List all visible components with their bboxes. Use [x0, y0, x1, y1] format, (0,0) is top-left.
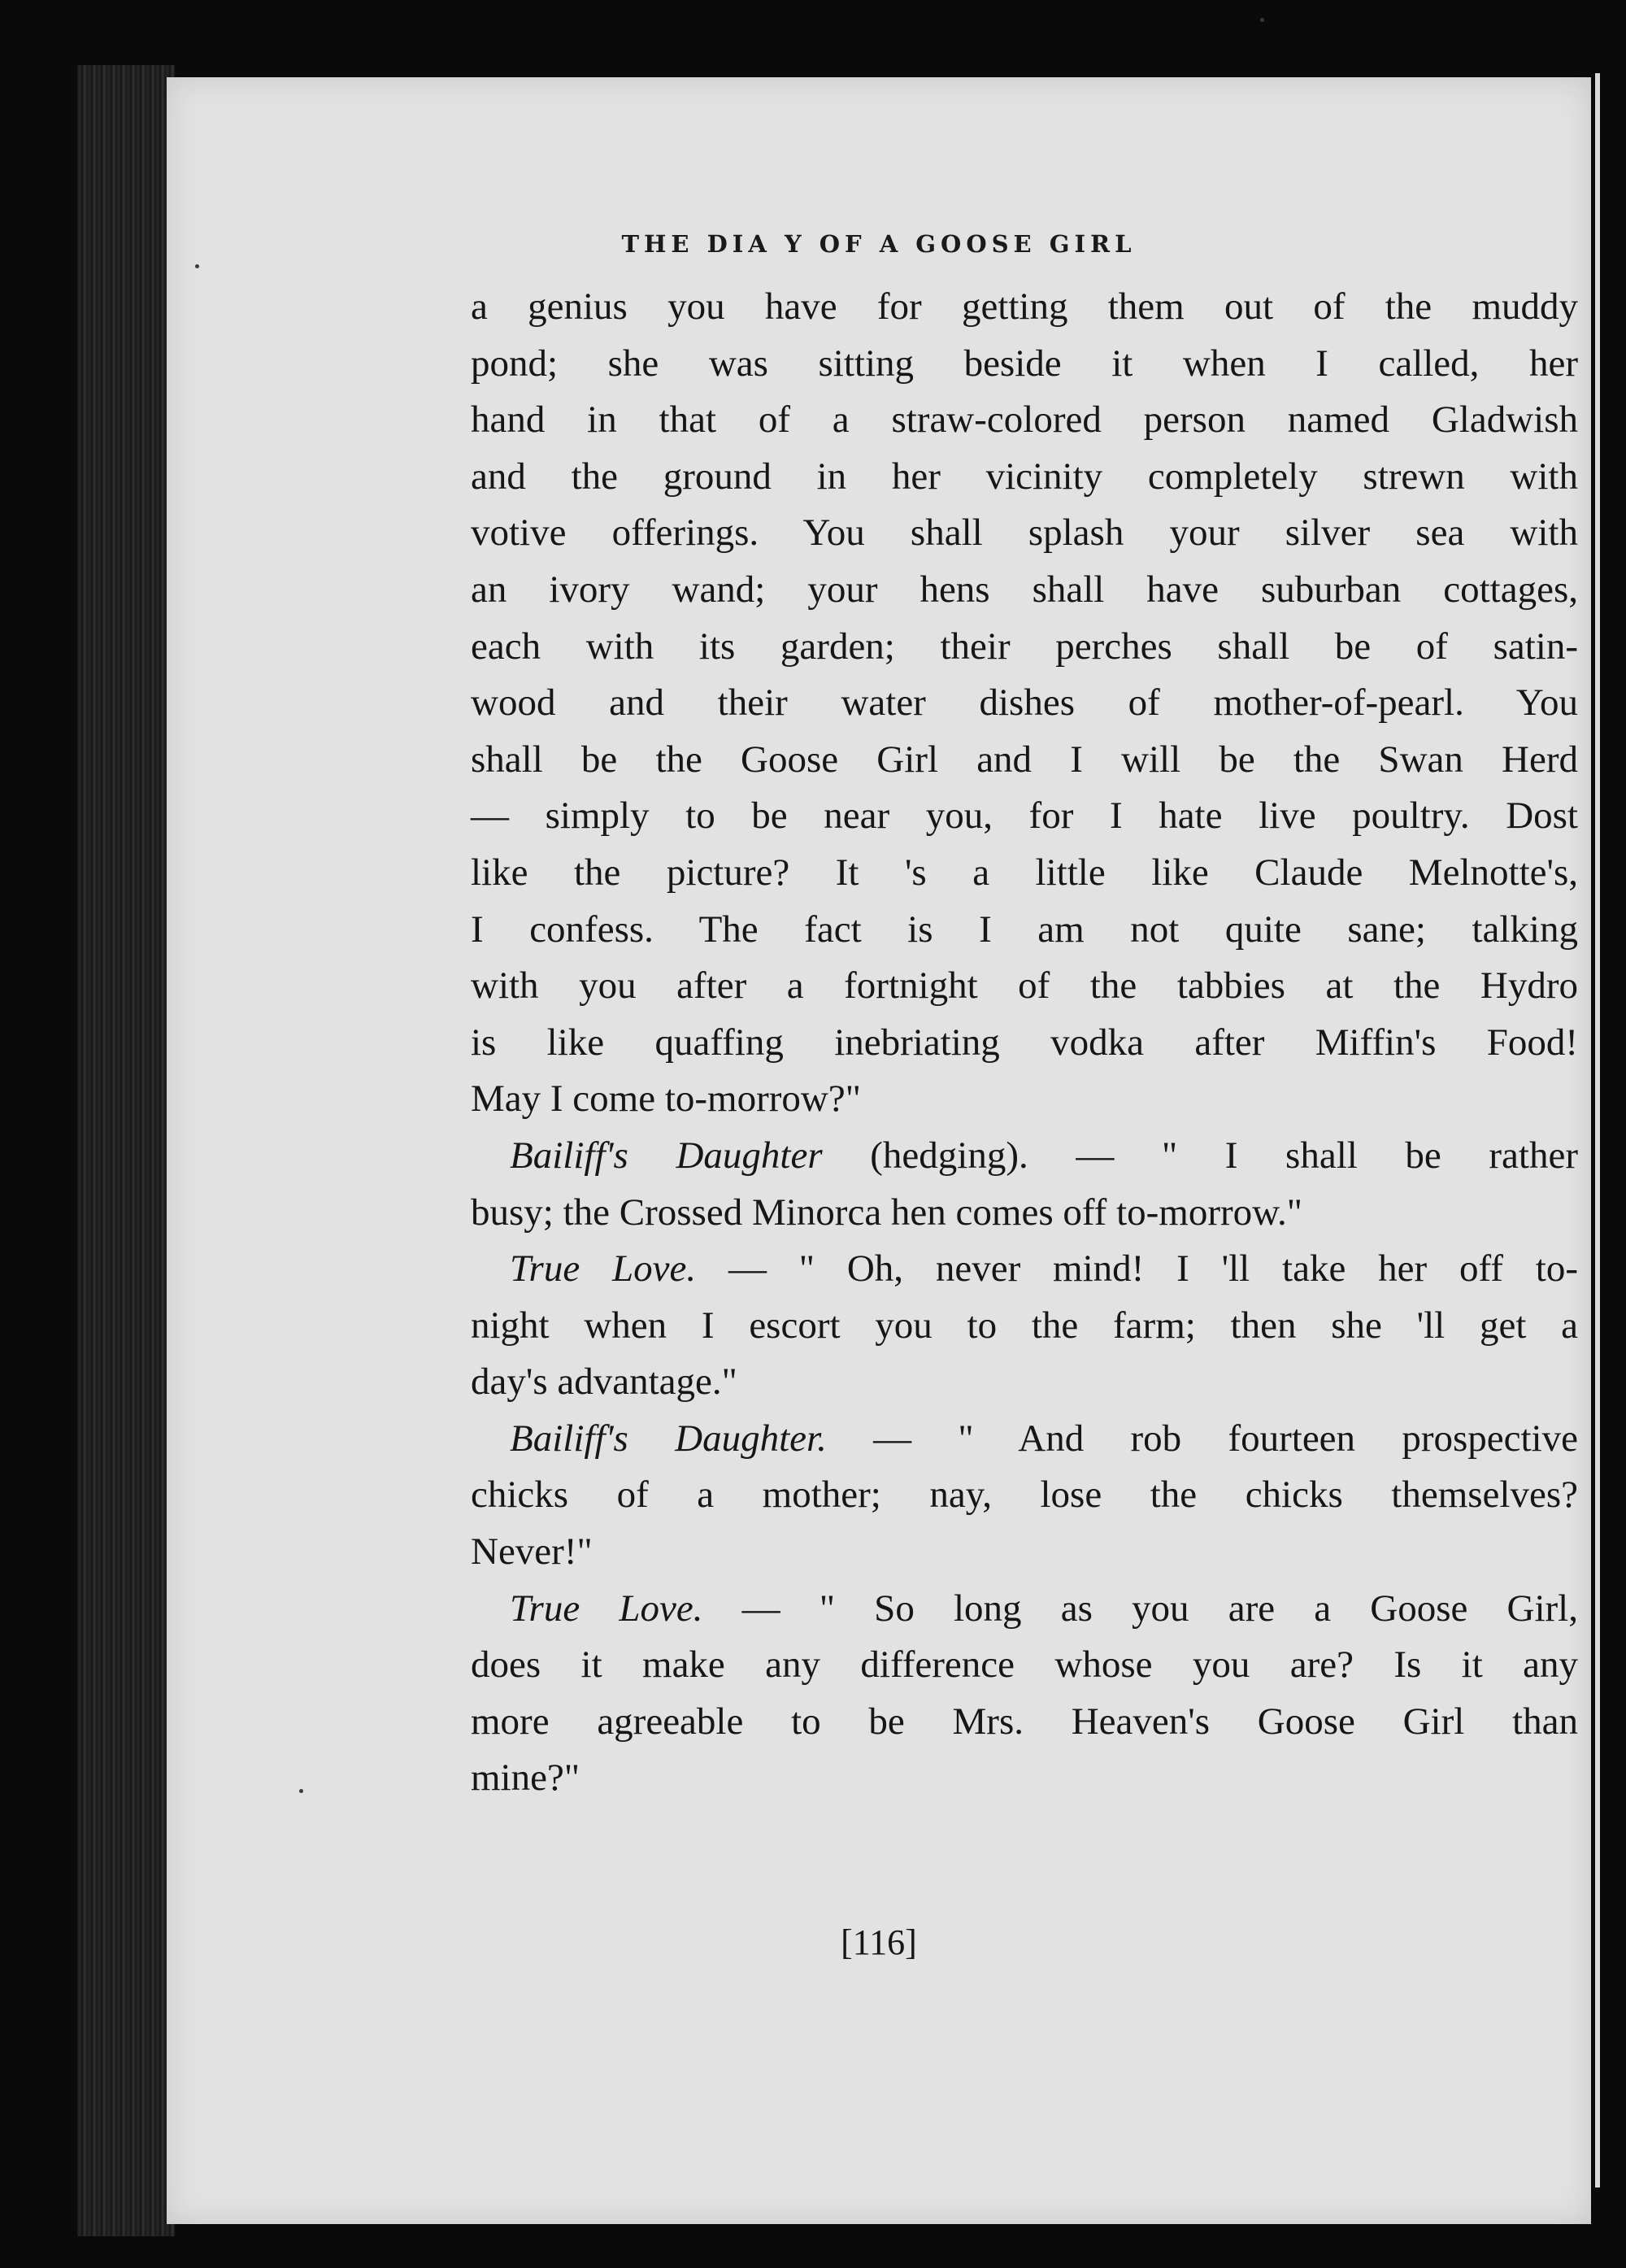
text-line: is like quaffing inebriating vodka after Miffin's Food!	[471, 1021, 1578, 1064]
text-line: hand in that of a straw-colored person named Gladwish	[471, 398, 1578, 442]
text-line: May I come to-morrow?"	[471, 1077, 861, 1121]
text-line: Never!"	[471, 1530, 593, 1574]
text-line: mine?"	[471, 1757, 580, 1800]
text-line: busy; the Crossed Minorca hen comes off to-morrow."	[471, 1191, 1302, 1234]
dialogue-line	[471, 1411, 1578, 1468]
text-line: chicks of a mother; nay, lose the chicks themselves?	[471, 1474, 1578, 1517]
text-line: — simply to be near you, for I hate live poultry. Dost	[471, 794, 1578, 838]
speaker-name: True Love.	[510, 1587, 703, 1630]
text-line: shall be the Goose Girl and I will be the Swan Herd	[471, 738, 1578, 781]
page-number: [116]	[841, 1922, 917, 1962]
text-line: night when I escort you to the farm; then she 'll get a	[471, 1304, 1578, 1347]
text-line: more agreeable to be Mrs. Heaven's Goose Girl than	[471, 1700, 1578, 1743]
speaker-name: Bailiff's Daughter.	[510, 1417, 827, 1460]
text-line: does it make any difference whose you are? Is it any	[471, 1643, 1578, 1687]
scan-speck	[299, 1789, 303, 1793]
dialogue-text: — " So long as you are a Goose Girl,	[702, 1587, 1578, 1630]
dialogue-text: — " Oh, never mind! I 'll take her off to-	[696, 1247, 1578, 1291]
dialogue-text: — " And rob fourteen prospective	[826, 1417, 1578, 1460]
scan-speck	[1260, 18, 1264, 22]
body-text	[471, 279, 1578, 1807]
text-line: like the picture? It 's a little like Claude Melnotte's,	[471, 851, 1578, 894]
dialogue-line	[471, 1128, 1578, 1185]
speaker-name: Bailiff's Daughter	[510, 1134, 823, 1177]
book-page	[167, 77, 1591, 2224]
text-line: and the ground in her vicinity completely strewn with	[471, 455, 1578, 498]
dialogue-line	[471, 1581, 1578, 1638]
text-line: I confess. The fact is I am not quite sane; talking	[471, 908, 1578, 951]
text-line: with you after a fortnight of the tabbies at the Hydro	[471, 964, 1578, 1008]
text-line: an ivory wand; your hens shall have suburban cottages,	[471, 568, 1578, 611]
running-head: THE DIA Y OF A GOOSE GIRL	[621, 230, 1137, 258]
speaker-name: True Love.	[510, 1247, 697, 1291]
text-line: day's advantage."	[471, 1360, 737, 1404]
book-binding-edge	[77, 65, 175, 2236]
scan-speck	[195, 264, 199, 268]
text-line: pond; she was sitting beside it when I called, her	[471, 342, 1578, 385]
facing-page-edge	[1595, 73, 1600, 2187]
text-line: wood and their water dishes of mother-of-pearl. You	[471, 681, 1578, 725]
text-line: each with its garden; their perches shall be of satin-	[471, 625, 1578, 668]
dialogue-line	[471, 1241, 1578, 1298]
dialogue-text: (hedging). — " I shall be rather	[822, 1134, 1578, 1177]
text-line: votive offerings. You shall splash your silver sea with	[471, 511, 1578, 555]
text-line: a genius you have for getting them out of the muddy	[471, 285, 1578, 328]
